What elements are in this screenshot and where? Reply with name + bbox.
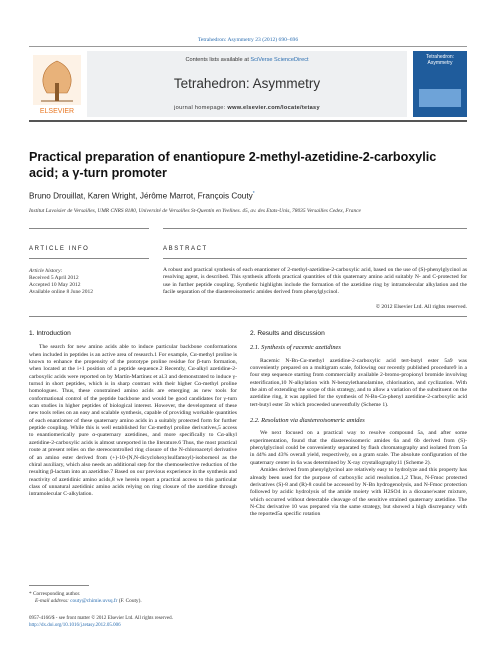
accepted-date: Accepted 10 May 2012 — [29, 282, 81, 288]
left-column — [29, 330, 237, 499]
contents-prefix: Contents lists available at — [185, 57, 251, 63]
corresponding-author-note: * Corresponding author. — [29, 591, 81, 597]
introduction-heading: 1. Introduction — [29, 330, 71, 337]
introduction-paragraph: The search for new amino acids able to induce particular backbone conformations when included in peptides is an active area of research.1 For example, Cα-methyl proline is known to enhance the propensity of the prototype proline residue for β-turn formation, when located at the i+1 position of a peptide sequence.2 Recently, Cα-alkyl azetidine-2-carboxylic acids were reported on by Martín-Martínez et al.3 and demonstrated to induce γ-turns4 in short peptides, which is in sharp contrast with their higher Cα-methyl proline homologues. Thus, these constrained amino acids are emerging as new tools for conformational control of the peptide backbone and would be good candidates for γ-turn scan studies in higher peptides of biological interest. However, the development of these new tools relies on an easy and scalable synthesis, capable of providing workable quantities of each enantiomer of these quaternary amino acids in a suitably protected form for further peptide coupling. While this is well established for Cα-methyl proline derivatives,5 access to enantiomerically pure α-quaternary azetidines, and more specifically to Cα-alkyl azetidine-2-carboxylic acids is almost unreported in the literature.6 Thus, the most practical route at present relies on the stereocontrolled ring closure of the N-chloroacetyl derivative of an amino ester derived from (+)-10-(N,N-dicyclohexylsulfamoyl)-isoborneol as the chiral auxiliary, which also needs an additional step for the chemoselective reduction of the resulting β-lactam into an azetidine.7 Based on our previous experience in the synthesis and reactivity of azetidinic amino acids,8 we herein report a practical access to this particular class of unnatural azetidinic amino acids relying on ring closure of the azetidine through intramolecular C-alkylation. — [29, 344, 237, 498]
abstract-heading: ABSTRACT — [163, 246, 208, 252]
abstract-subrule — [163, 258, 467, 259]
doi-link[interactable]: http://dx.doi.org/10.1016/j.tetasy.2012.05.006 — [29, 622, 121, 628]
article-info-heading: ARTICLE INFO — [29, 246, 90, 252]
article-history — [29, 268, 149, 296]
issn-line: 0957-4166/$ - see front matter © 2012 Elsevier Ltd. All rights reserved. — [29, 616, 173, 621]
journal-title: Tetrahedron: Asymmetry — [173, 76, 321, 91]
cover-title: Tetrahedron: Asymmetry — [425, 54, 455, 66]
email-link[interactable]: couty@chimie.uvsq.fr — [70, 598, 118, 605]
journal-cover — [413, 51, 467, 117]
email-label: E-mail address: — [35, 598, 71, 605]
elsevier-logo — [29, 53, 85, 117]
elsevier-wordmark: ELSEVIER — [39, 108, 75, 115]
available-date: Available online 8 June 2012 — [29, 289, 94, 295]
article-info-subrule — [29, 258, 149, 259]
right-column — [250, 330, 467, 519]
abstract-end-rule — [29, 316, 467, 317]
affiliation: Institut Lavoisier de Versailles, UMR CNRS 8180, Université de Versailles St-Quentin en Yvelines. 45, av. des Etats-Unis, 78035 Versailles Cedex, France — [29, 208, 361, 214]
journal-masthead — [29, 46, 467, 122]
abstract-rule — [163, 228, 467, 229]
resolution-paragraph-2: Amides derived from phenylglycinol are relatively easy to hydrolyze and this property has already been used for the purpose of carboxylic acid resolution.1,2 Thus, N-Fmoc protected derivatives (S)-8 and (R)-8 could be accessed by N-Bn hydrogenolysis, and N-Fmoc protection followed by acidic hydrolysis of the amide moiety with H2SO4 in a dioxane/water mixture, which occurred without detectable cleavage of the sensitive strained quaternary azetidine. The N-Cbz derivative 10 was prepared via the same strategy, but showed a high discrepancy with the reported5a specific rotation — [250, 467, 467, 518]
homepage-prefix: journal homepage: — [174, 105, 228, 111]
contents-line — [87, 57, 407, 63]
journal-citation: Tetrahedron: Asymmetry 23 (2012) 690–696 — [197, 37, 299, 43]
synthesis-paragraph: Racemic N-Bn-Cα-methyl azetidine-2-carboxylic acid tert-butyl ester 5a9 was conveniently prepared on a multigram scale, following our recently published procedure9 in a four step sequence starting from commercially available 2-bromo-propionyl bromide involving esterification,10 N-alkylation with N-benzylethanolamine, chlorination, and cyclization. With the aim of extending the scope of this strategy, and to allow a variation of the substituent on the azetidine ring, it was applied for the synthesis of N-Bn-Cα-phenyl azetidine-2-carboxylic acid tert-butyl ester 5b which proceeded uneventfully (Scheme 1). — [250, 357, 467, 408]
authors-names: Bruno Drouillat, Karen Wright, Jérôme Marrot, François Couty — [29, 191, 253, 201]
footnote — [29, 591, 239, 605]
article-title: Practical preparation of enantiopure 2-methyl-azetidine-2-carboxylic acid; a γ-turn promoter — [29, 150, 437, 180]
received-date: Received 5 April 2012 — [29, 275, 79, 281]
email-line — [29, 598, 239, 605]
cover-graphic — [419, 89, 461, 107]
article-info-rule — [29, 228, 149, 229]
synthesis-subheading: 2.1. Synthesis of racemic azetidines — [250, 344, 341, 352]
email-suffix: (F. Couty). — [117, 598, 142, 605]
author-list — [29, 191, 255, 201]
sciencedirect-link[interactable]: SciVerse ScienceDirect — [250, 57, 309, 63]
abstract-text: A robust and practical synthesis of each enantiomer of 2-methyl-azetidine-2-carboxylic acid, based on the use of (S)-phenylglycinol as resolving agent, is described. This synthesis affords practical quantities of this quaternary amino acid suitably N- and C-protected for use in further peptide coupling. Synthetic highlights include the formation of the azetidine ring by intramolecular alkylation and the facile separation of the diastereoisomeric amides derived from phenylglycinol. — [163, 267, 467, 295]
journal-homepage — [87, 105, 407, 111]
resolution-subheading: 2.2. Resolution via diastereoisomeric amides — [250, 417, 365, 425]
journal-header-box — [87, 51, 407, 117]
resolution-paragraph-1: We next focused on a practical way to resolve compound 5a, and after some experimentation, found that the diastereoisomeric amides 6a and 6b derived from (S)-phenylglycinol could be conveniently separated by flash chromatography and isolated from 5a in 44% and 43% overall yield, respectively, on a gram scale. The absolute configuration of the quaternary center in 6a was determined by X-ray crystallography11 (Scheme 2). — [250, 430, 467, 466]
bottom-metadata — [29, 616, 249, 629]
footnote-rule — [29, 585, 89, 586]
abstract-copyright: © 2012 Elsevier Ltd. All rights reserved. — [375, 304, 467, 310]
homepage-link[interactable]: www.elsevier.com/locate/tetasy — [227, 105, 320, 111]
corresponding-author-mark[interactable]: * — [252, 191, 255, 197]
results-heading: 2. Results and discussion — [250, 330, 325, 337]
history-label: Article history: — [29, 268, 63, 274]
